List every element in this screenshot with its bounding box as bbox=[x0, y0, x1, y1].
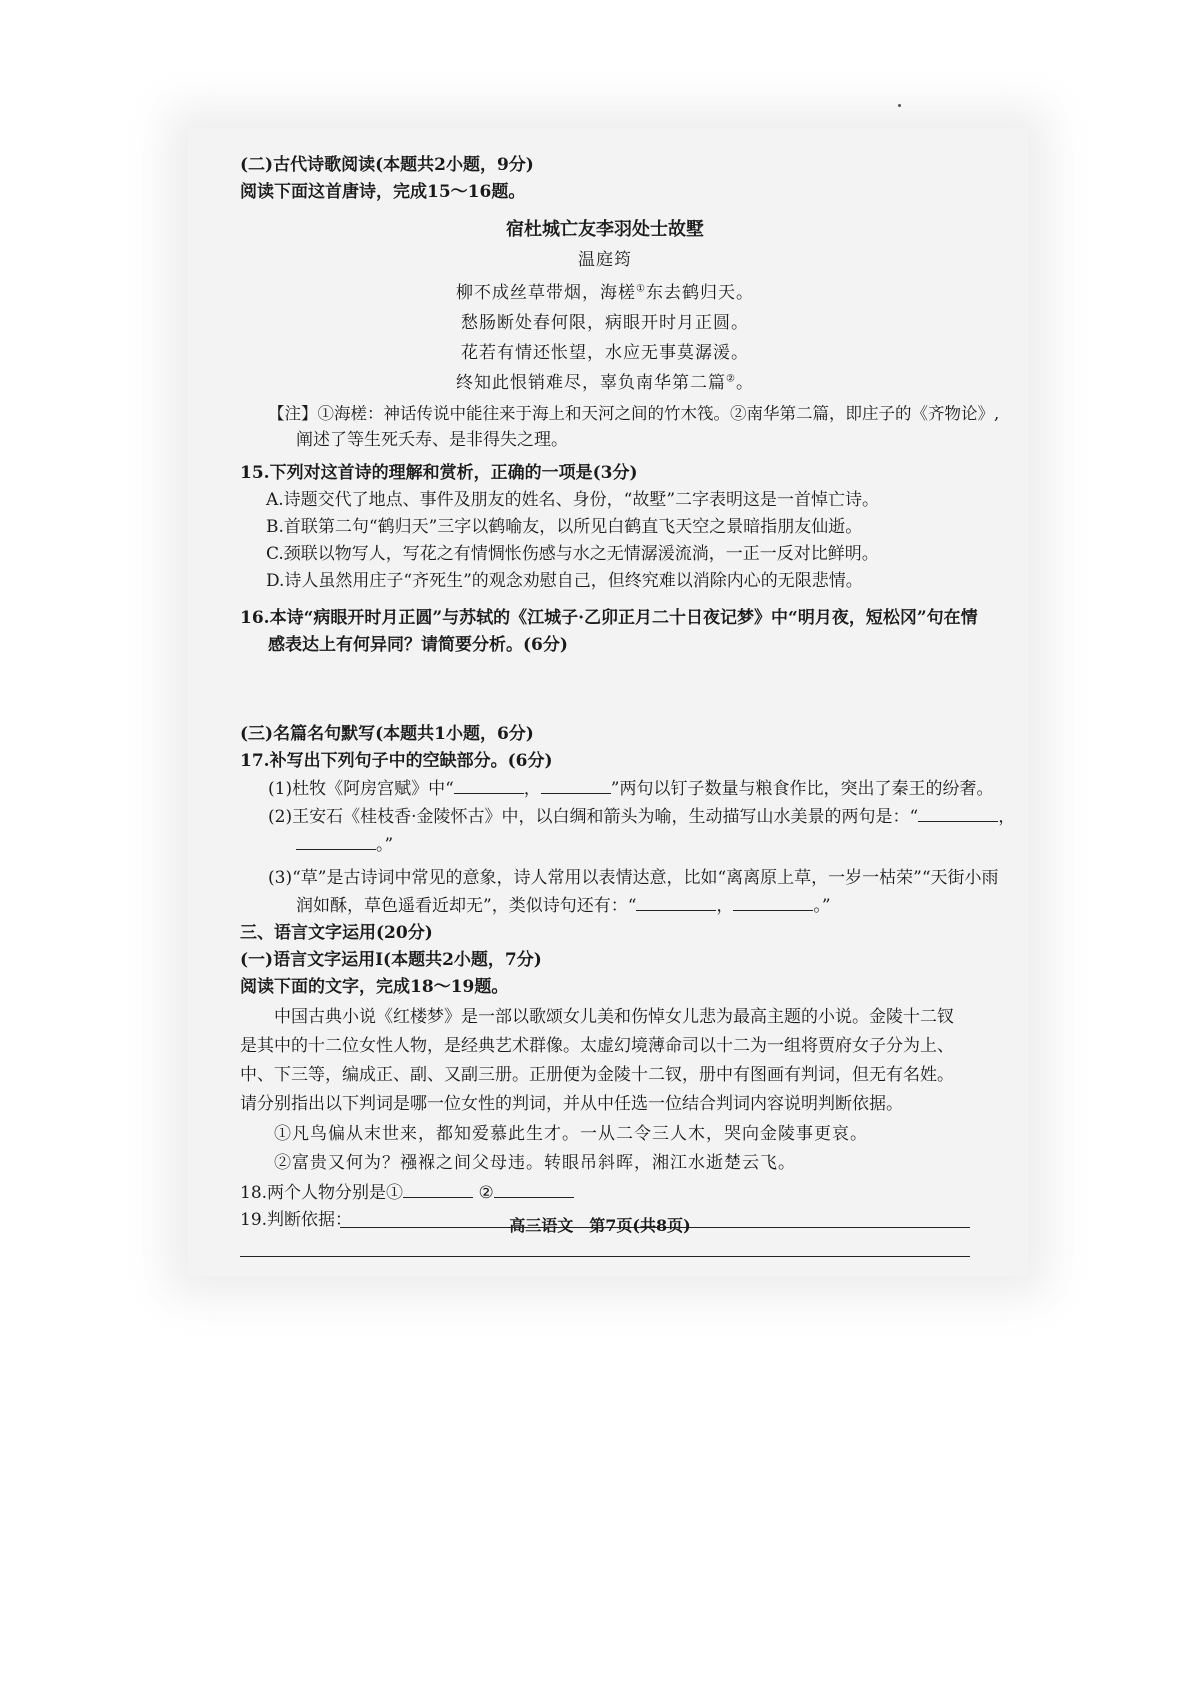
answer-space bbox=[240, 659, 970, 721]
question-15-option-d: D.诗人虽然用庄子“齐死生”的观念劝慰自己，但终究难以消除内心的无限悲情。 bbox=[266, 571, 863, 591]
subsection-heading-language-1: (一)语言文字运用Ⅰ(本题共2小题，7分) bbox=[240, 950, 542, 970]
poem-note: 【注】①海槎：神话传说中能往来于海上和天河之间的竹木筏。②南华第二篇，即庄子的《齐物论》, bbox=[268, 404, 1000, 423]
scan-speck bbox=[898, 104, 901, 107]
judgment-verse-2: ②富贵又何为？襁褓之间父母违。转眼吊斜晖，湘江水逝楚云飞。 bbox=[274, 1153, 796, 1173]
question-17-item-3: (3)“草”是古诗词中常见的意象，诗人常用以表情达意，比如“离离原上草，一岁一枯荣”“天街小雨 bbox=[268, 868, 999, 888]
question-17-item-3-continued: 润如酥，草色遥看近却无”，类似诗句还有：“ ， 。” bbox=[240, 892, 970, 920]
page-footer: 高三语文 第7页(共8页) bbox=[509, 1216, 691, 1235]
question-17-item-1: (1)杜牧《阿房宫赋》中“ ， ”两句以钉子数量与粮食作比，突出了秦王的纷奢。 bbox=[240, 775, 970, 803]
fill-blank[interactable] bbox=[296, 831, 376, 850]
fill-blank[interactable] bbox=[454, 775, 524, 794]
fill-blank[interactable] bbox=[918, 803, 998, 822]
language-instruction: 阅读下面的文字，完成18～19题。 bbox=[240, 977, 509, 997]
judgment-verse-1: ①凡鸟偏从末世来，都知爱慕此生才。一从二令三人木，哭向金陵事更哀。 bbox=[274, 1124, 868, 1144]
exam-page bbox=[240, 152, 1016, 1257]
poem-title: 宿杜城亡友李羽处士故墅 bbox=[506, 219, 704, 240]
fill-blank[interactable] bbox=[403, 1179, 473, 1198]
question-15-option-c: C.颈联以物写人，写花之有情惆怅伤感与水之无情潺湲流淌，一正一反对比鲜明。 bbox=[266, 544, 879, 564]
poem-body bbox=[240, 278, 970, 398]
answer-line[interactable] bbox=[240, 1234, 970, 1257]
section-heading-famous-lines: (三)名篇名句默写(本题共1小题，6分) bbox=[240, 724, 534, 744]
poetry-instruction: 阅读下面这首唐诗，完成15～16题。 bbox=[240, 182, 526, 202]
poem-note-continued: 阐述了等生死夭寿、是非得失之理。 bbox=[296, 430, 568, 450]
poem-line: 花若有情还怅望，水应无事莫潺湲。 bbox=[461, 343, 749, 363]
fill-blank[interactable] bbox=[733, 892, 813, 911]
question-19: 19.判断依据： bbox=[240, 1207, 970, 1234]
question-15-option-b: B.首联第二句“鹤归天”三字以鹤喻友，以所见白鹤直飞天空之景暗指朋友仙逝。 bbox=[266, 517, 863, 537]
question-15-stem: 15.下列对这首诗的理解和赏析，正确的一项是(3分) bbox=[240, 463, 638, 483]
question-16-stem-continued: 感表达上有何异同？请简要分析。(6分) bbox=[268, 635, 568, 655]
section-heading-poetry: (二)古代诗歌阅读(本题共2小题，9分) bbox=[240, 155, 534, 175]
question-17-stem: 17.补写出下列句子中的空缺部分。(6分) bbox=[240, 751, 553, 771]
reading-passage: 中国古典小说《红楼梦》是一部以歌颂女儿美和伤悼女儿悲为最高主题的小说。金陵十二钗是其中的十二位女性人物，是经典艺术群像。太虚幻境薄命司以十二为一组将贾府女子分为上、中、下三等，编成正、副、又副三册。正册便为金陵十二钗，册中有图画有判词，但无有名姓。请分别指出以下判词是哪一位女性的判词，并从中任选一位结合判词内容说明判断依据。 bbox=[240, 1007, 954, 1114]
fill-blank[interactable] bbox=[541, 775, 611, 794]
fill-blank[interactable] bbox=[636, 892, 716, 911]
poem-line: 柳不成丝草带烟，海槎①东去鹤归天。 bbox=[456, 283, 754, 303]
question-17-item-2-continued: 。” bbox=[240, 831, 970, 859]
poem-line: 终知此恨销难尽，辜负南华第二篇②。 bbox=[456, 373, 754, 393]
question-17-item-2: (2)王安石《桂枝香·金陵怀古》中，以白绸和箭头为喻，生动描写山水美景的两句是：“ ， bbox=[240, 803, 970, 831]
question-18: 18.两个人物分别是① ② bbox=[240, 1179, 970, 1207]
section-heading-language: 三、语言文字运用(20分) bbox=[240, 923, 433, 943]
poem-line: 愁肠断处春何限，病眼开时月正圆。 bbox=[461, 313, 749, 333]
question-16-stem: 16.本诗“病眼开时月正圆”与苏轼的《江城子·乙卯正月二十日夜记梦》中“明月夜，短松冈”句在情 bbox=[240, 608, 978, 628]
fill-blank[interactable] bbox=[494, 1179, 574, 1198]
question-15-option-a: A.诗题交代了地点、事件及朋友的姓名、身份，“故墅”二字表明这是一首悼亡诗。 bbox=[266, 490, 880, 510]
poem-author: 温庭筠 bbox=[578, 250, 632, 270]
